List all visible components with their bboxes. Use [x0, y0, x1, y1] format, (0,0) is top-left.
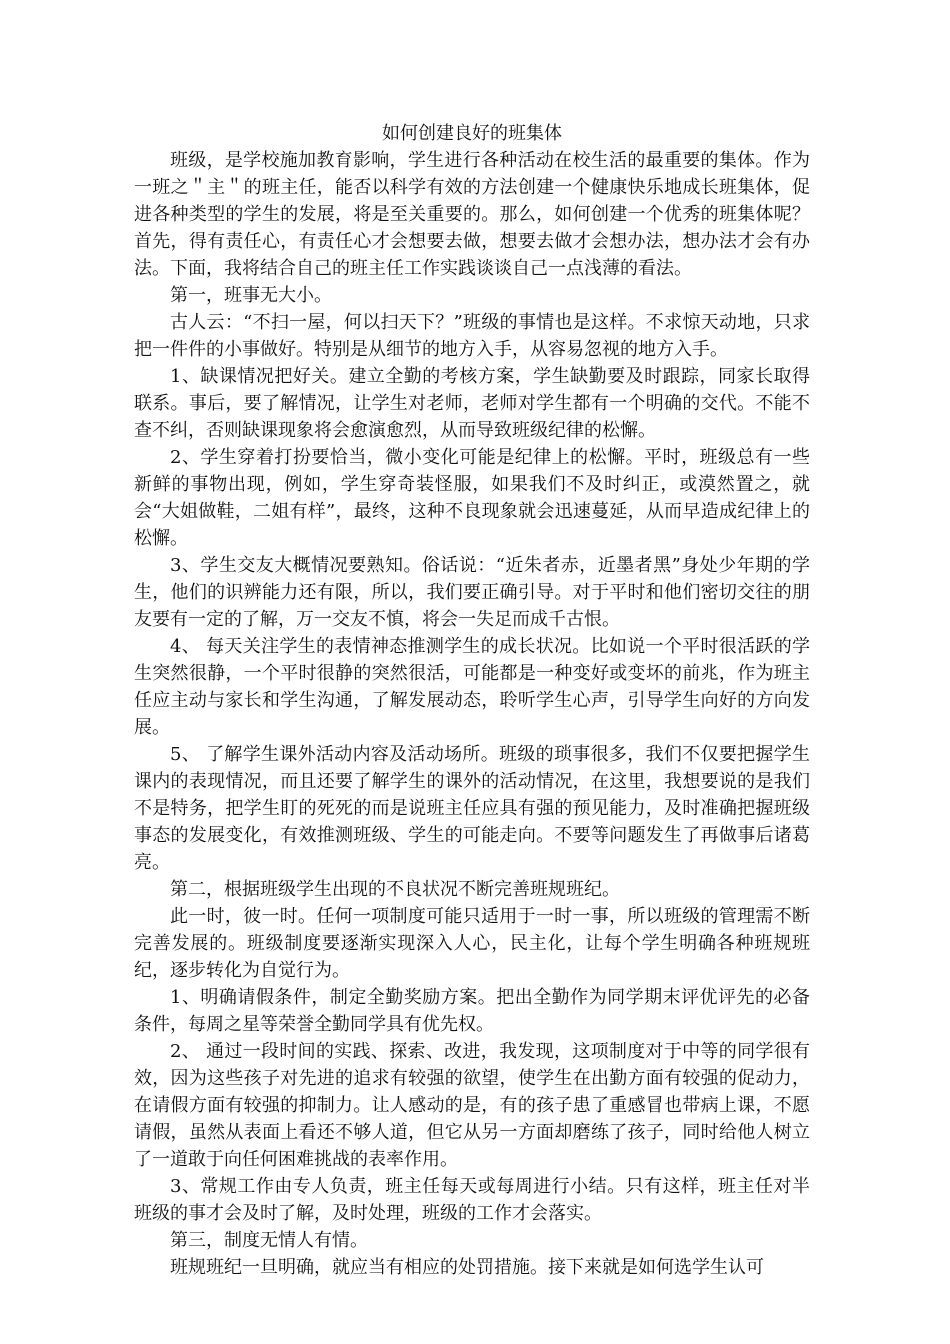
list-item: 1、明确请假条件，制定全勤奖励方案。把出全勤作为同学期末评优评先的必备条件，每周之星等荣誉全勤同学具有优先权。 — [134, 987, 810, 1035]
list-item: 1、缺课情况把好关。建立全勤的考核方案，学生缺勤要及时跟踪，同家长取得联系。事后，要了解情况，让学生对老师，老师对学生都有一个明确的交代。不能不查不纠，否则缺课现象将会愈演愈烈，从而导致班级纪律的松懈。 — [134, 366, 810, 441]
paragraph: 班规班纪一旦明确，就应当有相应的处罚措施。接下来就是如何选学生认可 — [170, 1257, 764, 1278]
list-item: 2、学生穿着打扮要恰当，微小变化可能是纪律上的松懈。平时，班级总有一些新鲜的事物出现，例如，学生穿奇装怪服，如果我们不及时纠正，或漠然置之，就会“大姐做鞋，二姐有样”，最终，这种不良现象就会迅速蔓延，从而早造成纪律上的松懈。 — [134, 447, 810, 549]
list-item: 2、 通过一段时间的实践、探索、改进，我发现，这项制度对于中等的同学很有效，因为这些孩子对先进的追求有较强的欲望，使学生在出勤方面有较强的促动力，在请假方面有较强的抑制力。让人感动的是，有的孩子患了重感冒也带病上课，不愿请假，虽然从表面上看还不够人道，但它从另一方面却磨练了孩子，同时给他人树立了一道敢于向任何困难挑战的表率作用。 — [134, 1041, 810, 1170]
list-item: 3、常规工作由专人负责，班主任每天或每周进行小结。只有这样，班主任对半班级的事才会及时了解，及时处理，班级的工作才会落实。 — [134, 1176, 810, 1224]
section-heading-2: 第二，根据班级学生出现的不良状况不断完善班规班纪。 — [170, 879, 620, 900]
section-heading-1: 第一，班事无大小。 — [170, 285, 332, 306]
paragraph: 古人云：“不扫一屋，何以扫天下？”班级的事情也是这样。不求惊天动地，只求把一件件的小事做好。特别是从细节的地方入手，从容易忽视的地方入手。 — [134, 312, 810, 360]
list-item: 5、 了解学生课外活动内容及活动场所。班级的琐事很多，我们不仅要把握学生课内的表现情况，而且还要了解学生的课外的活动情况，在这里，我想要说的是我们不是特务，把学生盯的死死的而是说班主任应具有强的预见能力，及时准确把握班级事态的发展变化，有效推测班级、学生的可能走向。不要等问题发生了再做事后诸葛亮。 — [134, 744, 810, 873]
intro-paragraph: 班级，是学校施加教育影响，学生进行各种活动在校生活的最重要的集体。作为一班之＂主＂的班主任，能否以科学有效的方法创建一个健康快乐地成长班集体，促进各种类型的学生的发展，将是至关重要的。那么，如何创建一个优秀的班集体呢？首先，得有责任心，有责任心才会想要去做，想要去做才会想办法，想办法才会有办法。下面，我将结合自己的班主任工作实践谈谈自己一点浅薄的看法。 — [134, 150, 810, 279]
paragraph: 此一时，彼一时。任何一项制度可能只适用于一时一事，所以班级的管理需不断完善发展的。班级制度要逐渐实现深入人心，民主化，让每个学生明确各种班规班纪，逐步转化为自觉行为。 — [134, 906, 810, 981]
list-item: 4、 每天关注学生的表情神态推测学生的成长状况。比如说一个平时很活跃的学生突然很静，一个平时很静的突然很活，可能都是一种变好或变坏的前兆，作为班主任应主动与家长和学生沟通，了解发展动态，聆听学生心声，引导学生向好的方向发展。 — [134, 636, 810, 738]
document-body — [134, 120, 810, 1281]
list-item: 3、学生交友大概情况要熟知。俗话说：“近朱者赤，近墨者黑”身处少年期的学生，他们的识辨能力还有限，所以，我们要正确引导。对于平时和他们密切交往的朋友要有一定的了解，万一交友不慎，将会一失足而成千古恨。 — [134, 555, 810, 630]
document-title: 如何创建良好的班集体 — [382, 123, 562, 144]
section-heading-3: 第三，制度无情人有情。 — [170, 1230, 368, 1251]
